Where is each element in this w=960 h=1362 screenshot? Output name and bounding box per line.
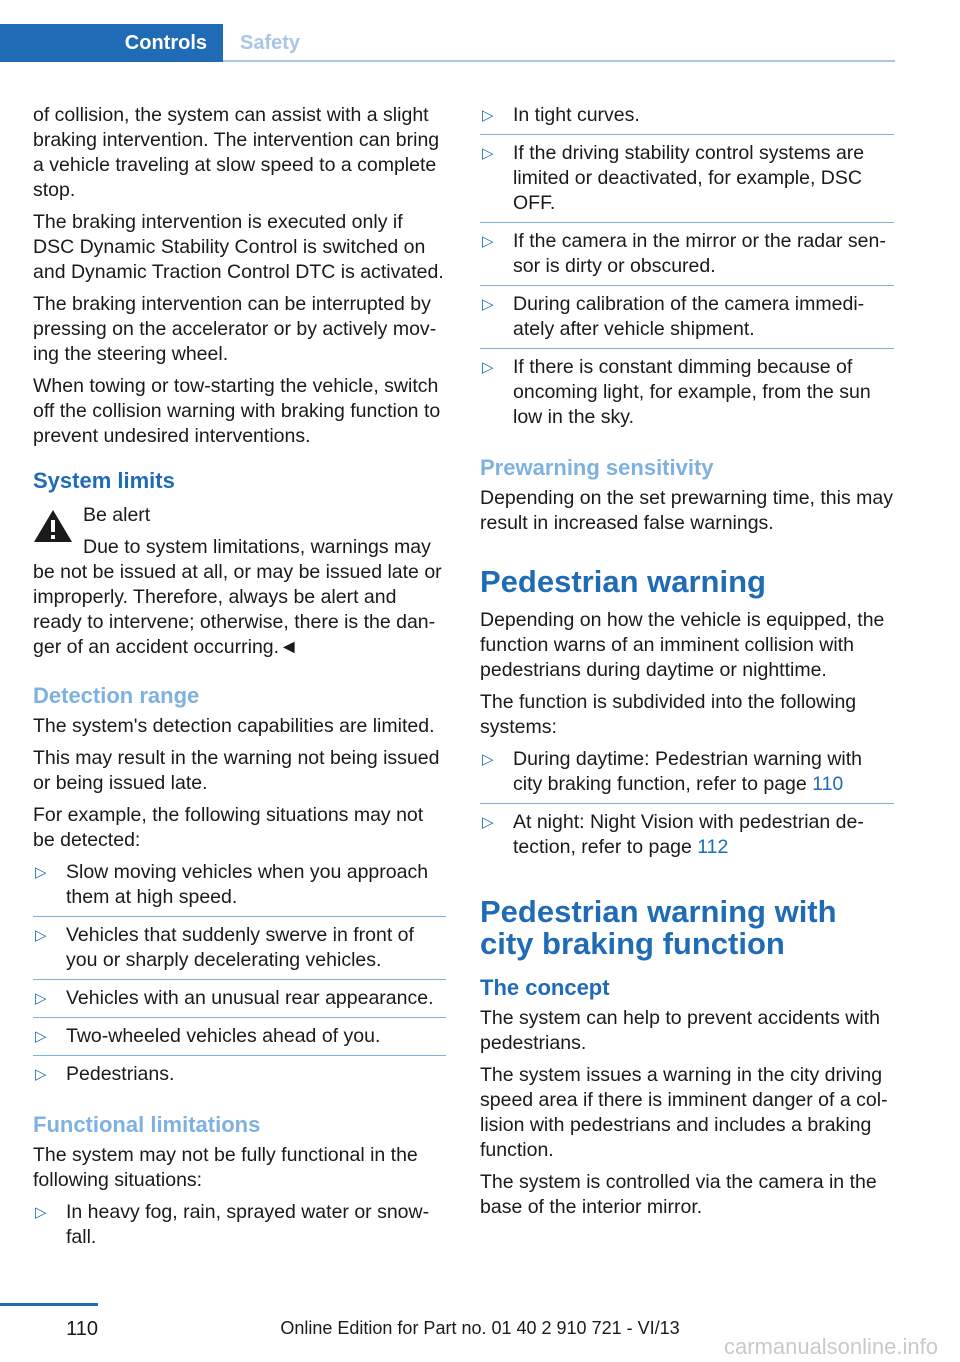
list-item-text: Vehicles that suddenly swerve in front of you or sharply decelerating vehicles.: [66, 924, 414, 971]
page-reference-link[interactable]: 112: [697, 836, 729, 858]
bullet-triangle-icon: ▷: [35, 927, 47, 944]
functional-limitations-heading: Functional limitations: [33, 1112, 261, 1137]
paragraph: The system may not be fully functional in the following situations:: [33, 1144, 418, 1191]
tab-safety[interactable]: Safety: [240, 32, 301, 54]
paragraph: This may result in the warning not being issued or being issued late.: [33, 747, 440, 794]
list-item-text: If there is constant dimming because of oncoming light, for example, from the sun low in the sky.: [513, 356, 871, 428]
end-marker: ◄: [279, 636, 299, 658]
tab-controls[interactable]: Controls: [0, 24, 223, 62]
list-item-text: During calibration of the camera immediately after vehicle shipment.: [513, 293, 865, 340]
list-item: [480, 810, 894, 866]
bullet-triangle-icon: ▷: [35, 1066, 47, 1083]
warning-title: Be alert: [83, 504, 151, 526]
list-item: [33, 860, 446, 917]
watermark: carmanualsonline.info: [723, 1334, 938, 1359]
bullet-triangle-icon: ▷: [35, 1204, 47, 1221]
bullet-triangle-icon: ▷: [482, 107, 494, 124]
header-divider: [223, 60, 895, 62]
list-item: [33, 1200, 446, 1256]
functional-list: [33, 1200, 446, 1256]
paragraph: of collision, the system can assist with a slight braking intervention. The intervention can bring a vehicle traveling at slow speed to a complete stop.: [33, 104, 440, 201]
list-item-text: In heavy fog, rain, sprayed water or snowfall.: [66, 1201, 430, 1248]
footer-divider: [0, 1303, 98, 1306]
right-column: [480, 103, 894, 1227]
paragraph: Depending on the set prewarning time, this may result in increased false warnings.: [480, 487, 893, 534]
list-item: [480, 355, 894, 436]
list-item: [480, 747, 894, 804]
paragraph: The function is subdivided into the following systems:: [480, 691, 857, 738]
paragraph: The system can help to prevent accidents with pedestrians.: [480, 1007, 880, 1054]
warning-block: [33, 503, 446, 660]
page-number: 110: [66, 1318, 98, 1340]
pedestrian-systems-list: [480, 747, 894, 866]
prewarning-sensitivity-heading: Prewarning sensitivity: [480, 455, 714, 480]
paragraph: The braking intervention can be interrupted by pressing on the accelerator or by actively moving the steering wheel.: [33, 293, 437, 365]
concept-heading: The concept: [480, 975, 610, 1000]
warning-triangle-icon: [33, 509, 73, 543]
warning-text: Due to system limitations, warnings may be not be issued at all, or may be issued late or improperly. Therefore, always be alert and ready to intervene; otherwise, there is the danger of an accident occurring.: [33, 536, 442, 658]
warning-text-wrap: [33, 535, 446, 660]
list-item: [480, 292, 894, 349]
bullet-triangle-icon: ▷: [482, 145, 494, 162]
list-item: [480, 229, 894, 286]
list-item-text: Slow moving vehicles when you approach them at high speed.: [66, 861, 429, 908]
page-header: [0, 0, 895, 62]
paragraph: For example, the following situations may not be detected:: [33, 804, 424, 851]
bullet-triangle-icon: ▷: [482, 814, 494, 831]
page-reference-link[interactable]: 110: [812, 773, 844, 795]
bullet-triangle-icon: ▷: [482, 233, 494, 250]
left-column: [33, 103, 446, 1262]
edition-text: Online Edition for Part no. 01 40 2 910 721 - VI/13: [280, 1318, 680, 1338]
paragraph: The system issues a warning in the city driving speed area if there is imminent danger of a collision with pedestrians and includes a braking function.: [480, 1064, 888, 1161]
detection-range-heading: Detection range: [33, 683, 200, 708]
paragraph: The braking intervention is executed only if DSC Dynamic Stability Control is switched on and Dynamic Traction Control DTC is activated.: [33, 211, 444, 283]
list-item: [480, 103, 894, 135]
bullet-triangle-icon: ▷: [482, 359, 494, 376]
list-item-text: Pedestrians.: [66, 1063, 175, 1085]
system-limits-heading: System limits: [33, 468, 175, 493]
pedestrian-warning-heading: Pedestrian warning: [480, 564, 766, 599]
list-item-text: Two-wheeled vehicles ahead of you.: [66, 1025, 381, 1047]
detection-list: [33, 860, 446, 1093]
bullet-triangle-icon: ▷: [482, 751, 494, 768]
paragraph: When towing or tow-starting the vehicle, switch off the collision warning with braking function to prevent undesired interventions.: [33, 375, 441, 447]
list-item: [33, 1024, 446, 1056]
city-braking-heading: Pedestrian warning with city braking function: [480, 894, 837, 961]
list-item: [480, 141, 894, 223]
list-item-text: If the camera in the mirror or the radar sensor is dirty or obscured.: [513, 230, 886, 277]
limitations-list-continued: [480, 103, 894, 436]
list-item-text: At night: Night Vision with pedestrian detection, refer to page: [513, 811, 864, 858]
list-item: [33, 986, 446, 1018]
bullet-triangle-icon: ▷: [35, 864, 47, 881]
list-item-text: Vehicles with an unusual rear appearance.: [66, 987, 434, 1009]
paragraph: The system's detection capabilities are limited.: [33, 715, 435, 737]
list-item-text: If the driving stability control systems are limited or deactivated, for example, DSC OFF.: [513, 142, 865, 214]
bullet-triangle-icon: ▷: [35, 1028, 47, 1045]
list-item: [33, 923, 446, 980]
list-item: [33, 1062, 446, 1093]
list-item-text: In tight curves.: [513, 104, 640, 126]
list-item-text: During daytime: Pedestrian warning with city braking function, refer to page: [513, 748, 863, 795]
bullet-triangle-icon: ▷: [482, 296, 494, 313]
paragraph: Depending on how the vehicle is equipped, the function warns of an imminent collision with pedestrians during daytime or nighttime.: [480, 609, 885, 681]
bullet-triangle-icon: ▷: [35, 990, 47, 1007]
paragraph: The system is controlled via the camera in the base of the interior mirror.: [480, 1171, 877, 1218]
